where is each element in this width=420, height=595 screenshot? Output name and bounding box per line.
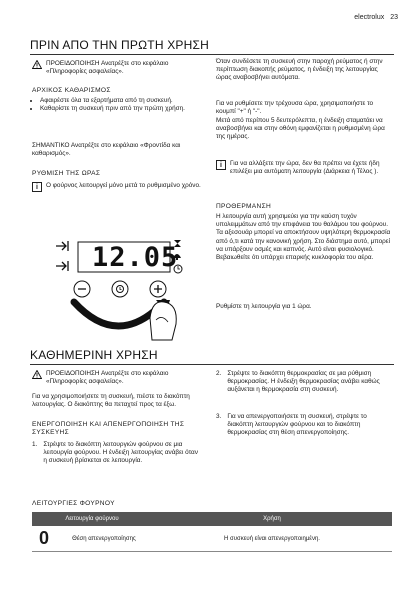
on-off-heading: ΕΝΕΡΓΟΠΟΙΗΣΗ ΚΑΙ ΑΠΕΝΕΡΓΟΠΟΙΗΣΗ ΤΗΣ ΣΥΣΚΕΥΗΣ [32, 421, 185, 437]
info-icon: i [32, 182, 42, 192]
warning-triangle-icon [32, 370, 42, 379]
column-header-use: Χρήση [152, 512, 392, 526]
step-3 [216, 413, 392, 438]
step-2 [216, 370, 392, 395]
clock-paragraph-2: Για να ρυθμίσετε την τρέχουσα ώρα, χρησιμοποιήστε το κουμπί "+" ή "-". [216, 100, 374, 116]
info-icon: i [216, 160, 226, 170]
oven-functions-table [32, 512, 392, 552]
list-item: • Καθαρίστε τη συσκευή πριν από την πρώτη χρήση. [40, 105, 208, 113]
cleaning-list [32, 97, 208, 113]
step-text: Για να απενεργοποιήσετε τη συσκευή, στρέψτε το διακόπτη λειτουργιών φούρνου και το διακόπτη θερμοκρασίας στη θέση απενεργοποίησης. [227, 413, 367, 437]
list-item: • Αφαιρέστε όλα τα εξαρτήματα από τη συσκευή. [40, 97, 208, 105]
preheat-last-line: Ρυθμίστε τη λειτουργία για 1 ώρα. [216, 303, 312, 310]
info-text: Για να αλλάξετε την ώρα, δεν θα πρέπει να έχετε ήδη επιλέξει μια αυτόματη λειτουργία (Διάρκεια ή Τέλος ). [230, 160, 380, 176]
table-row [32, 526, 392, 552]
step-1 [32, 441, 202, 466]
step-text: Στρέψτε το διακόπτη λειτουργιών φούρνου σε μια λειτουργία φούρνου. Η ένδειξη λειτουργίας ανάβει όταν η συσκευή βρίσκεται σε λειτουργία. [43, 441, 198, 465]
clock-display-value: 12.05 [92, 242, 179, 273]
warning-text: ΠΡΟΕΙΔΟΠΟΙΗΣΗ Ανατρέξτε στο κεφάλαιο «Πληροφορίες ασφαλείας». [46, 60, 169, 76]
oven-functions-heading: ΛΕΙΤΟΥΡΓΙΕΣ ΦΟΥΡΝΟΥ [32, 500, 115, 507]
section-title-first-use: ΠΡΙΝ ΑΠΟ ΤΗΝ ΠΡΩΤΗ ΧΡΗΣΗ [30, 38, 209, 52]
section-rule [30, 364, 394, 365]
preheat-heading: ΠΡΟΘΕΡΜΑΝΣΗ [216, 203, 272, 210]
column-header-function: Λειτουργία φούρνου [32, 512, 152, 526]
preheat-text: Η λειτουργία αυτή χρησιμεύει για την καύση τυχόν υπολειμμάτων από την επιφάνεια του θαλάμου του φούρνου. Τα αξεσουάρ μπορεί να αποκτήσουν υψηλότερη θερμοκρασία από ό,τι κατά την κανονική χρήση. Στο διάστημα αυτό, μπορεί να υπάρξουν οσμές και καπνός. Αυτό είναι φυσιολογικό. Βεβαιωθείτε ότι υπάρχει επαρκής κυκλοφορία του αέρα. [216, 213, 391, 262]
function-name: Θέση απενεργοποίησης [56, 526, 152, 552]
info-text: Ο φούρνος λειτουργεί μόνο μετά το ρυθμισμένο χρόνο. [46, 182, 201, 189]
function-symbol: 0 [32, 526, 56, 552]
section-rule [30, 54, 394, 55]
table-header-row [32, 512, 392, 526]
warning-triangle-icon [32, 60, 42, 69]
warning-block [32, 60, 202, 76]
step-number: 1. [32, 441, 38, 448]
brand-name: electrolux [354, 14, 385, 21]
important-note: ΣΗΜΑΝΤΙΚΟ Ανατρέξτε στο κεφάλαιο «Φροντίδα και καθαρισμός». [32, 142, 181, 158]
step-number: 3. [216, 413, 222, 420]
warning-text: ΠΡΟΕΙΔΟΠΟΙΗΣΗ Ανατρέξτε στο κεφάλαιο «Πληροφορίες ασφαλείας». [46, 370, 169, 386]
daily-use-intro: Για να χρησιμοποιήσετε τη συσκευή, πιέστε το διακόπτη λειτουργίας. Ο διακόπτης θα πεταχτεί προς τα έξω. [32, 393, 190, 409]
step-text: Στρέψτε το διακόπτη θερμοκρασίας σε μια ρύθμιση θερμοκρασίας. Η ένδειξη θερμοκρασίας ανάβει καθώς αυξάνεται η θερμοκρασία στη συσκευή. [227, 370, 380, 394]
function-use: Η συσκευή είναι απενεργοποιημένη. [152, 526, 392, 552]
time-heading: ΡΥΘΜΙΣΗ ΤΗΣ ΩΡΑΣ [32, 170, 101, 177]
section-title-daily-use: ΚΑΘΗΜΕΡΙΝΗ ΧΡΗΣΗ [30, 348, 158, 362]
page-header [354, 14, 398, 21]
clock-paragraph-3: Μετά από περίπου 5 δευτερόλεπτα, η ένδειξη σταματάει να αναβοσβήνει και στην οθόνη εμφανίζεται η ρυθμισμένη ώρα της ημέρας. [216, 117, 385, 141]
step-number: 2. [216, 370, 222, 377]
page-number: 23 [390, 14, 398, 21]
info-block [216, 160, 392, 176]
cleaning-heading: ΑΡΧΙΚΟΣ ΚΑΘΑΡΙΣΜΟΣ [32, 87, 111, 94]
clock-paragraph-1: Όταν συνδέσετε τη συσκευή στην παροχή ρεύματος ή στην περίπτωση διακοπής ρεύματος, η ένδειξη της λειτουργίας ώρας αναβοσβήνει αυτόματα. [216, 58, 383, 82]
info-block [32, 182, 202, 192]
warning-block [32, 370, 202, 386]
